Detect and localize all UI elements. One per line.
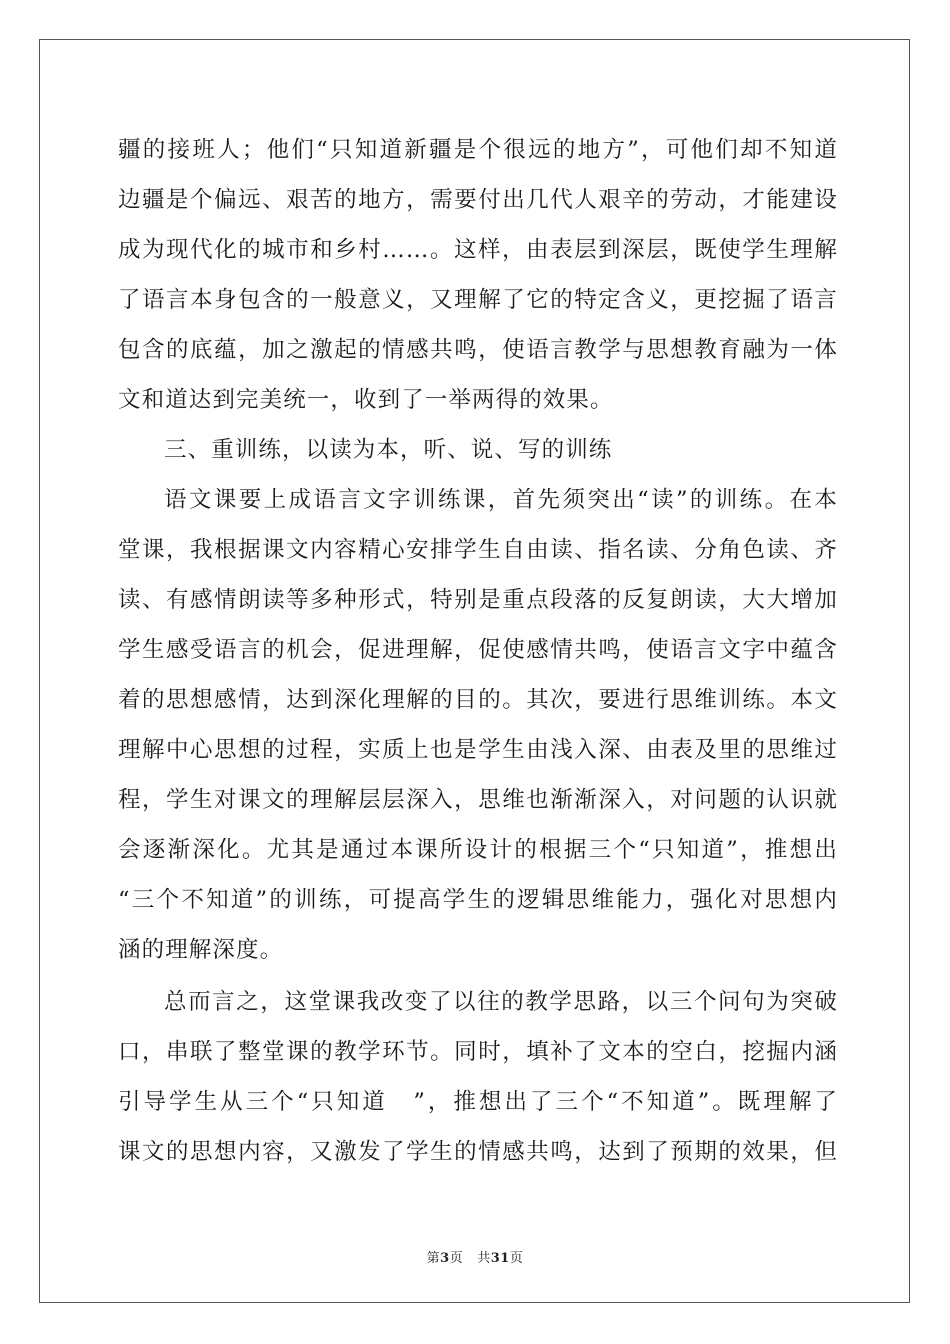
text-line: 学生感受语言的机会，促进理解，促使感情共鸣，使语言文字中蕴含 [118,637,838,663]
text-line: 引导学生从三个“只知道 ”，推想出了三个“不知道”。既理解了 [118,1089,838,1115]
text-line: 涵的理解深度。 [118,937,284,963]
total-pages: 31 [490,1251,510,1266]
text-line: 会逐渐深化。尤其是通过本课所设计的根据三个“只知道”，推想出 [118,837,838,863]
text-line: 课文的思想内容，又激发了学生的情感共鸣，达到了预期的效果，但 [118,1139,838,1165]
total-prefix: 共 [477,1251,491,1266]
body-text [118,125,838,1177]
text-line: 文和道达到完美统一，收到了一举两得的效果。 [118,387,614,413]
text-line: 边疆是个偏远、艰苦的地方，需要付出几代人艰辛的劳动，才能建设 [118,187,838,213]
text-line: 理解中心思想的过程，实质上也是学生由浅入深、由表及里的思维过 [118,737,838,763]
page-number: 3 [440,1251,450,1266]
text-line: “三个不知道”的训练，可提高学生的逻辑思维能力，强化对思想内 [118,887,838,913]
page-prefix: 第 [426,1251,441,1266]
text-line: 口，串联了整堂课的教学环节。同时，填补了文本的空白，挖掘内涵 [118,1039,838,1065]
text-line: 着的思想感情，达到深化理解的目的。其次，要进行思维训练。本文 [118,687,838,713]
text-line: 疆的接班人；他们“只知道新疆是个很远的地方”，可他们却不知道 [118,137,838,163]
text-line: 成为现代化的城市和乡村……。这样，由表层到深层，既使学生理解 [118,237,838,263]
page-suffix: 页 [449,1251,464,1266]
text-line: 包含的底蕴，加之激起的情感共鸣，使语言教学与思想教育融为一体 [118,337,838,363]
paragraph-first-line: 总而言之，这堂课我改变了以往的教学思路，以三个问句为突破 [164,989,838,1015]
page-footer [0,1247,950,1266]
section-heading: 三、重训练，以读为本，听、说、写的训练 [164,437,613,463]
text-line: 堂课，我根据课文内容精心安排学生自由读、指名读、分角色读、齐 [118,537,838,563]
text-line: 程，学生对课文的理解层层深入，思维也渐渐深入，对问题的认识就 [118,787,838,813]
paragraph-first-line: 语文课要上成语言文字训练课，首先须突出“读”的训练。在本 [164,487,838,513]
text-line: 了语言本身包含的一般意义，又理解了它的特定含义，更挖掘了语言 [118,287,838,313]
total-suffix: 页 [509,1251,524,1266]
text-line: 读、有感情朗读等多种形式，特别是重点段落的反复朗读，大大增加 [118,587,838,613]
